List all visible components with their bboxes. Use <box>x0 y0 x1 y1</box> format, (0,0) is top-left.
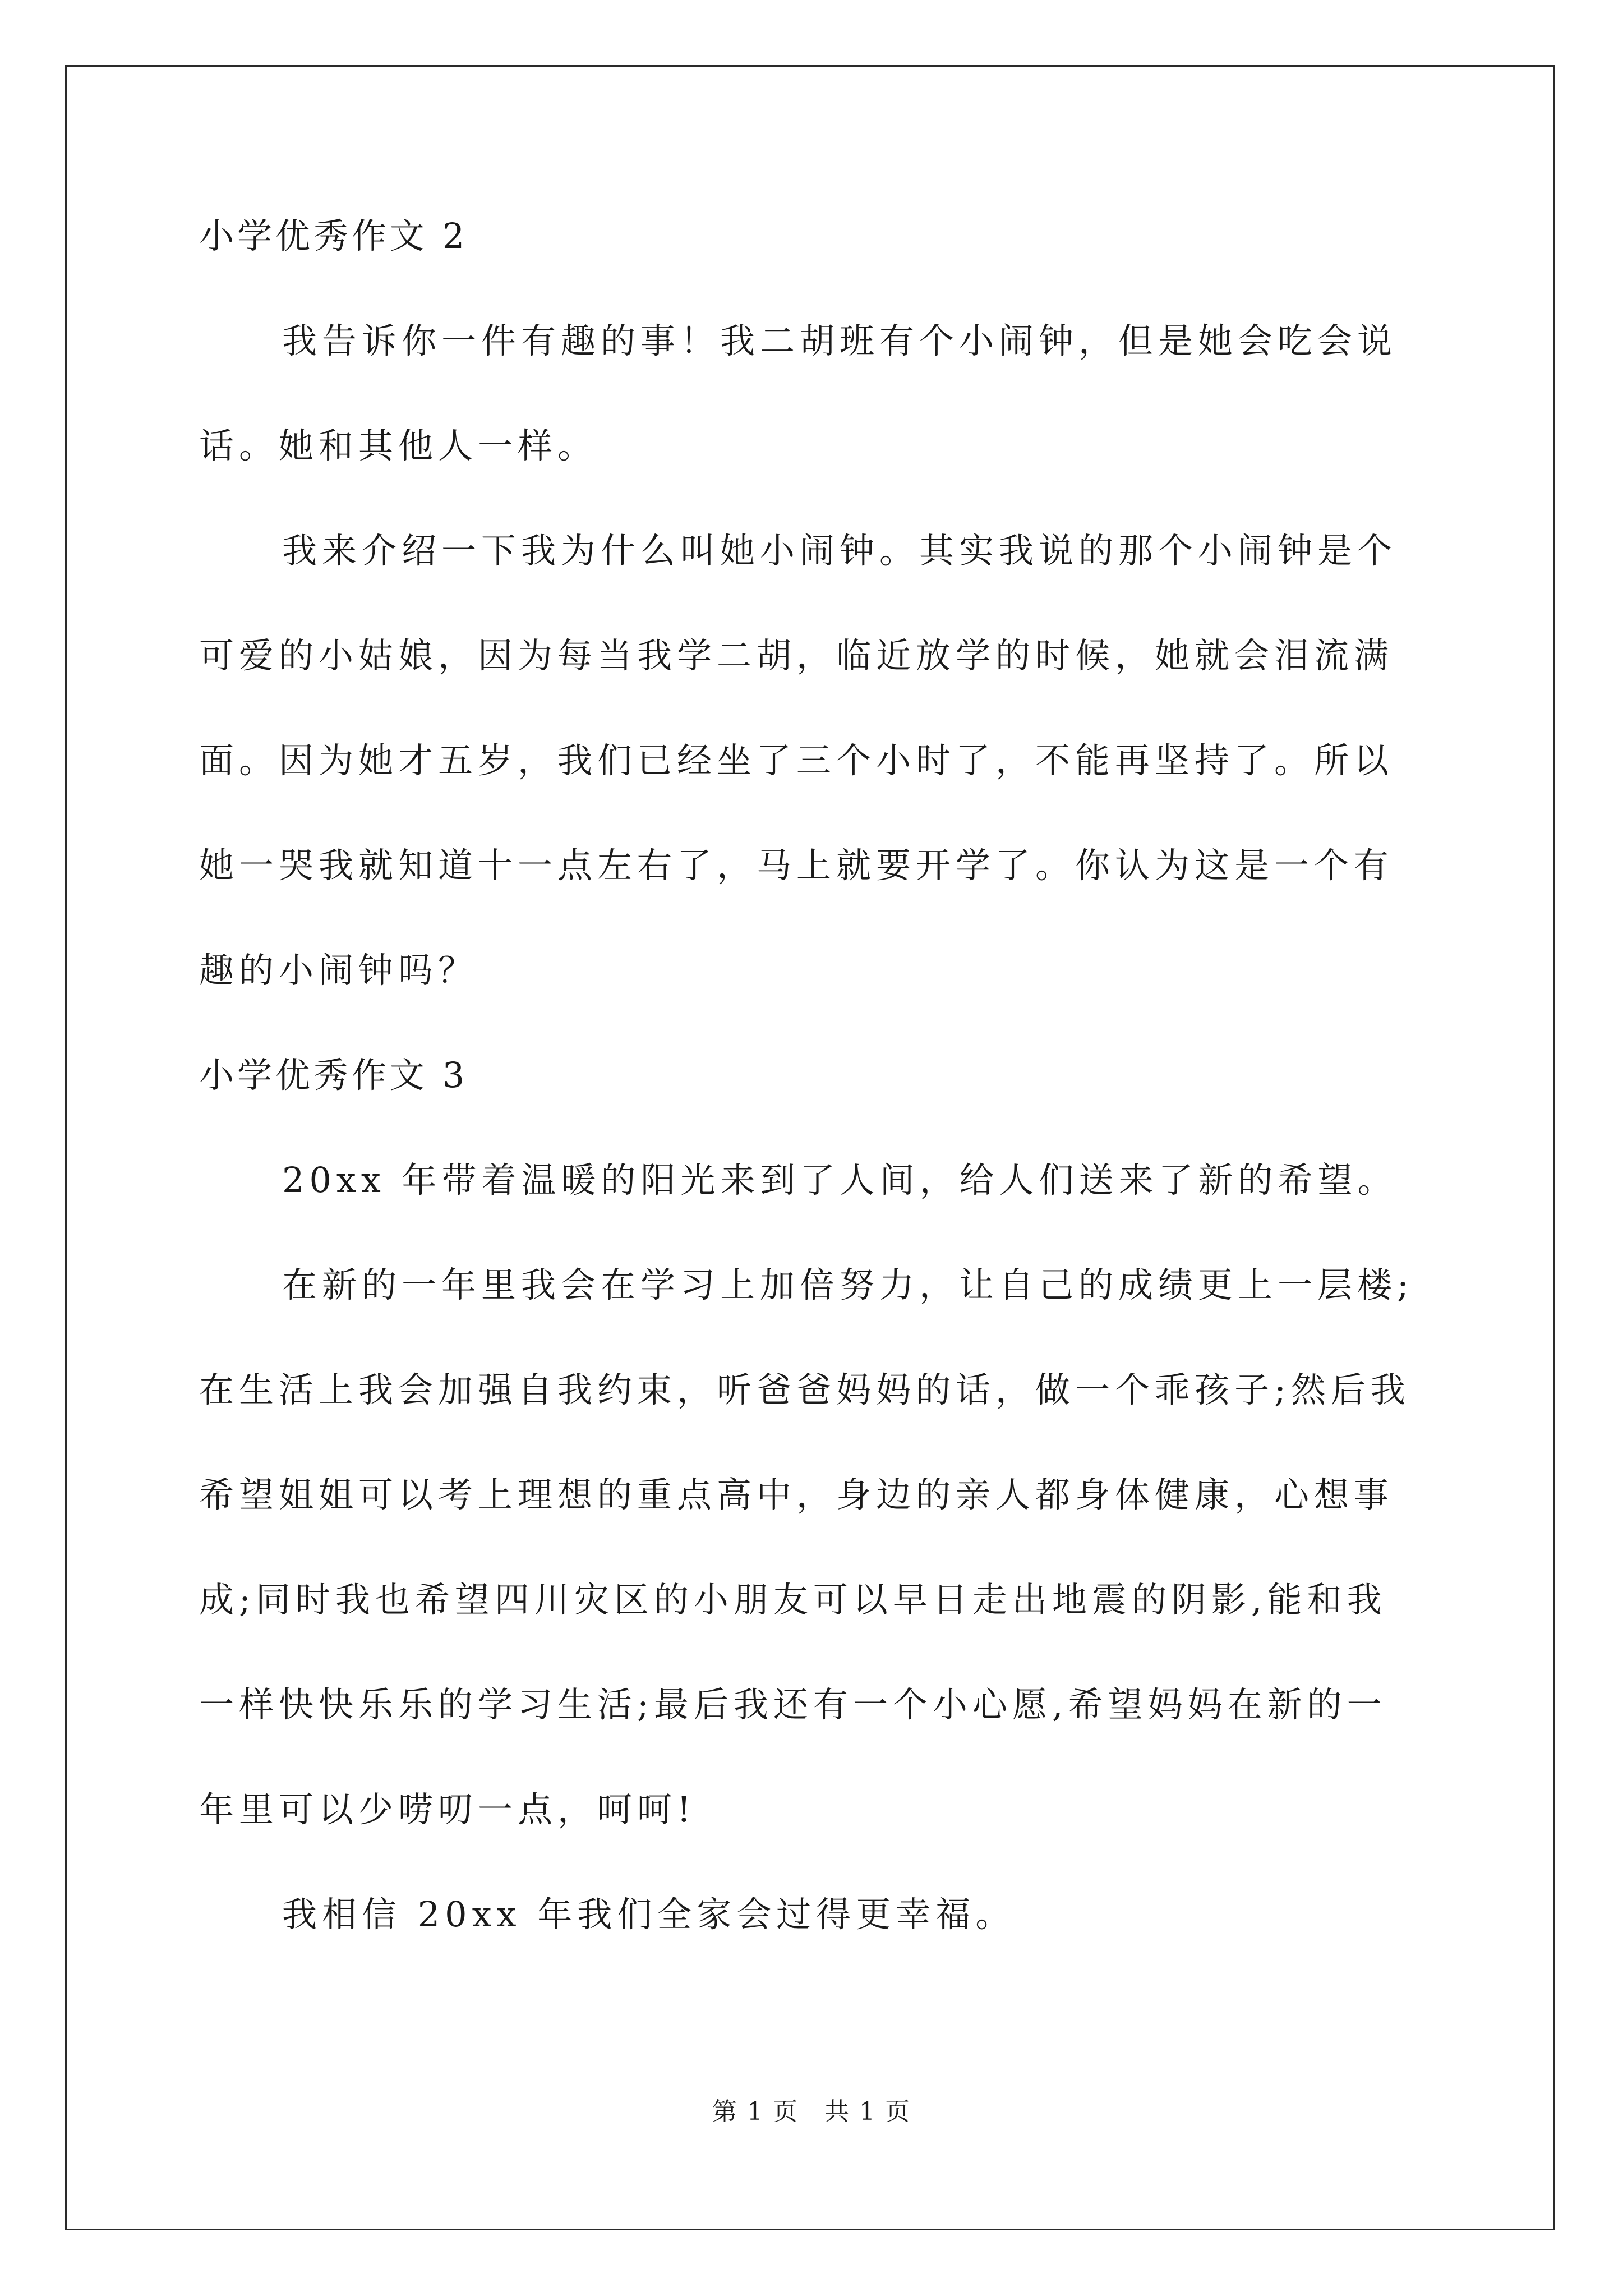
paragraph-line: 面。因为她才五岁，我们已经坐了三个小时了，不能再坚持了。所以 <box>199 740 1394 781</box>
paragraph-line: 在新的一年里我会在学习上加倍努力，让自己的成绩更上一层楼; <box>282 1264 1414 1305</box>
document-body <box>199 215 1433 2002</box>
page-number: 第 1 页 共 1 页 <box>712 2097 911 2126</box>
paragraph-line: 我相信 20xx 年我们全家会过得更幸福。 <box>282 1894 1016 1935</box>
essay-title-2: 小学优秀作文 2 <box>199 215 468 256</box>
paragraph-line: 希望姐姐可以考上理想的重点高中，身边的亲人都身体健康，心想事 <box>199 1474 1394 1515</box>
paragraph-line: 在生活上我会加强自我约束，听爸爸妈妈的话，做一个乖孩子;然后我 <box>199 1369 1410 1410</box>
paragraph-line: 可爱的小姑娘，因为每当我学二胡，临近放学的时候，她就会泪流满 <box>199 635 1394 676</box>
essay-title-3: 小学优秀作文 3 <box>199 1055 468 1096</box>
paragraph-line: 她一哭我就知道十一点左右了，马上就要开学了。你认为这是一个有 <box>199 845 1394 886</box>
paragraph-line: 成;同时我也希望四川灾区的小朋友可以早日走出地震的阴影,能和我 <box>199 1579 1387 1620</box>
paragraph-line: 20xx 年带着温暖的阳光来到了人间，给人们送来了新的希望。 <box>282 1159 1398 1200</box>
paragraph-line: 一样快快乐乐的学习生活;最后我还有一个小心愿,希望妈妈在新的一 <box>199 1684 1387 1725</box>
paragraph-line: 话。她和其他人一样。 <box>199 425 598 466</box>
paragraph-line: 年里可以少唠叨一点，呵呵! <box>199 1789 696 1830</box>
paragraph-line: 我来介绍一下我为什么叫她小闹钟。其实我说的那个小闹钟是个 <box>282 530 1398 571</box>
paragraph-line: 趣的小闹钟吗？ <box>199 950 478 991</box>
paragraph-line: 我告诉你一件有趣的事！我二胡班有个小闹钟，但是她会吃会说 <box>282 320 1398 361</box>
